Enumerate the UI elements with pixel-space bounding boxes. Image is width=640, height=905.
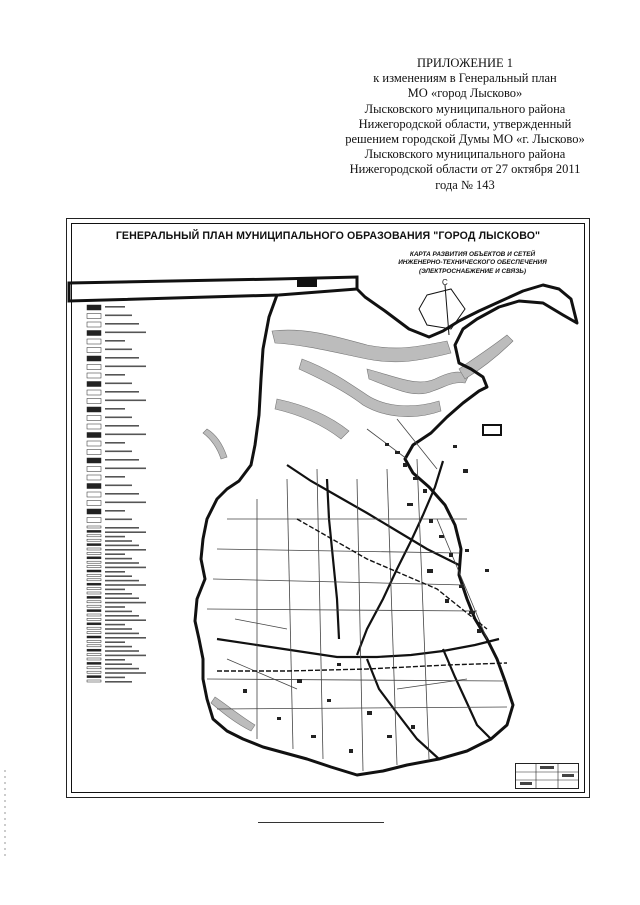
- appendix-line: МО «город Лысково»: [407, 86, 523, 101]
- legend-row: [87, 605, 125, 608]
- legend-row: [87, 441, 125, 446]
- legend-row: [87, 539, 132, 542]
- legend-row: [87, 424, 139, 429]
- legend-row: [87, 356, 139, 361]
- legend-row: [87, 467, 146, 472]
- legend-row: [87, 614, 139, 617]
- detached-parcel: [483, 425, 501, 435]
- legend-row: [87, 314, 132, 319]
- legend-row: [87, 623, 125, 626]
- appendix-line: к изменениям в Генеральный план: [373, 71, 557, 86]
- legend-row: [87, 458, 139, 463]
- legend-row: [87, 583, 146, 586]
- legend-row: [87, 618, 146, 621]
- legend-row: [87, 592, 132, 595]
- legend-row: [87, 601, 146, 604]
- footer-rule: [258, 822, 384, 823]
- map-subtitle-line: (ЭЛЕКТРОСНАБЖЕНИЕ И СВЯЗЬ): [419, 267, 526, 275]
- legend-row: [87, 671, 146, 674]
- map-subtitle-line: ИНЖЕНЕРНО-ТЕХНИЧЕСКОГО ОБЕСПЕЧЕНИЯ: [398, 259, 547, 267]
- legend-row: [87, 552, 125, 555]
- legend-row: [87, 557, 132, 560]
- legend-row: [87, 484, 132, 489]
- legend-row: [87, 518, 132, 523]
- strip-dark-block: [297, 279, 317, 287]
- appendix-line: решением городской Думы МО «г. Лысково»: [345, 132, 585, 147]
- legend-row: [87, 509, 125, 514]
- legend-row: [87, 649, 139, 652]
- legend-row: [87, 676, 125, 679]
- appendix-title: ПРИЛОЖЕНИЕ 1: [416, 56, 514, 70]
- legend-row: [87, 596, 139, 599]
- legend-row: [87, 636, 146, 639]
- legend-row: [87, 373, 125, 378]
- compass-north-label: С: [442, 278, 448, 287]
- drawing-title-block: [515, 763, 579, 789]
- map-subtitle: [370, 251, 575, 276]
- legend-row: [87, 544, 139, 547]
- legend-row: [87, 654, 146, 657]
- legend-row: [87, 662, 132, 665]
- legend-row: [87, 322, 139, 327]
- appendix-line: Нижегородской области от 27 октября 2011: [349, 162, 581, 177]
- legend-row: [87, 501, 146, 506]
- appendix-line: Нижегородской области, утвержденный: [358, 116, 572, 131]
- legend-row: [87, 416, 132, 421]
- legend-row: [87, 566, 146, 569]
- map-sheet: [66, 218, 590, 798]
- map-legend: [85, 301, 155, 771]
- legend-row: [87, 365, 146, 370]
- north-compass-icon: [419, 285, 465, 335]
- legend-row: [87, 667, 139, 670]
- appendix-line: Лысковского муниципального района: [364, 147, 566, 162]
- legend-row: [87, 450, 132, 455]
- appendix-header: [300, 56, 630, 193]
- legend-row: [87, 632, 139, 635]
- legend-row: [87, 680, 132, 683]
- legend-row: [87, 627, 132, 630]
- legend-row: [87, 561, 139, 564]
- legend-row: [87, 526, 139, 529]
- map-subtitle-line: КАРТА РАЗВИТИЯ ОБЪЕКТОВ И СЕТЕЙ: [409, 251, 536, 258]
- legend-row: [87, 382, 132, 387]
- legend-row: [87, 535, 125, 538]
- urban-blocks: [243, 443, 489, 753]
- street-network: [207, 419, 507, 771]
- margin-scan-marks: [3, 770, 7, 860]
- legend-row: [87, 645, 132, 648]
- legend-row: [87, 433, 146, 438]
- appendix-line: года № 143: [435, 177, 495, 192]
- appendix-line: Лысковского муниципального района: [364, 101, 566, 116]
- map-title: ГЕНЕРАЛЬНЫЙ ПЛАН МУНИЦИПАЛЬНОГО ОБРАЗОВАНИЯ "ГОРОД ЛЫСКОВО": [115, 230, 541, 242]
- legend-row: [87, 390, 139, 395]
- legend-row: [87, 331, 146, 336]
- legend-row: [87, 492, 139, 497]
- legend-row: [87, 530, 146, 533]
- legend-row: [87, 348, 132, 353]
- legend-row: [87, 579, 139, 582]
- legend-row: [87, 658, 125, 661]
- legend-row: [87, 640, 125, 643]
- legend-row: [87, 574, 132, 577]
- legend-row: [87, 305, 125, 310]
- legend-row: [87, 588, 125, 591]
- legend-row: [87, 407, 125, 412]
- legend-row: [87, 475, 125, 480]
- legend-row: [87, 399, 146, 404]
- legend-row: [87, 570, 125, 573]
- legend-row: [87, 610, 132, 613]
- legend-row: [87, 548, 146, 551]
- legend-row: [87, 339, 125, 344]
